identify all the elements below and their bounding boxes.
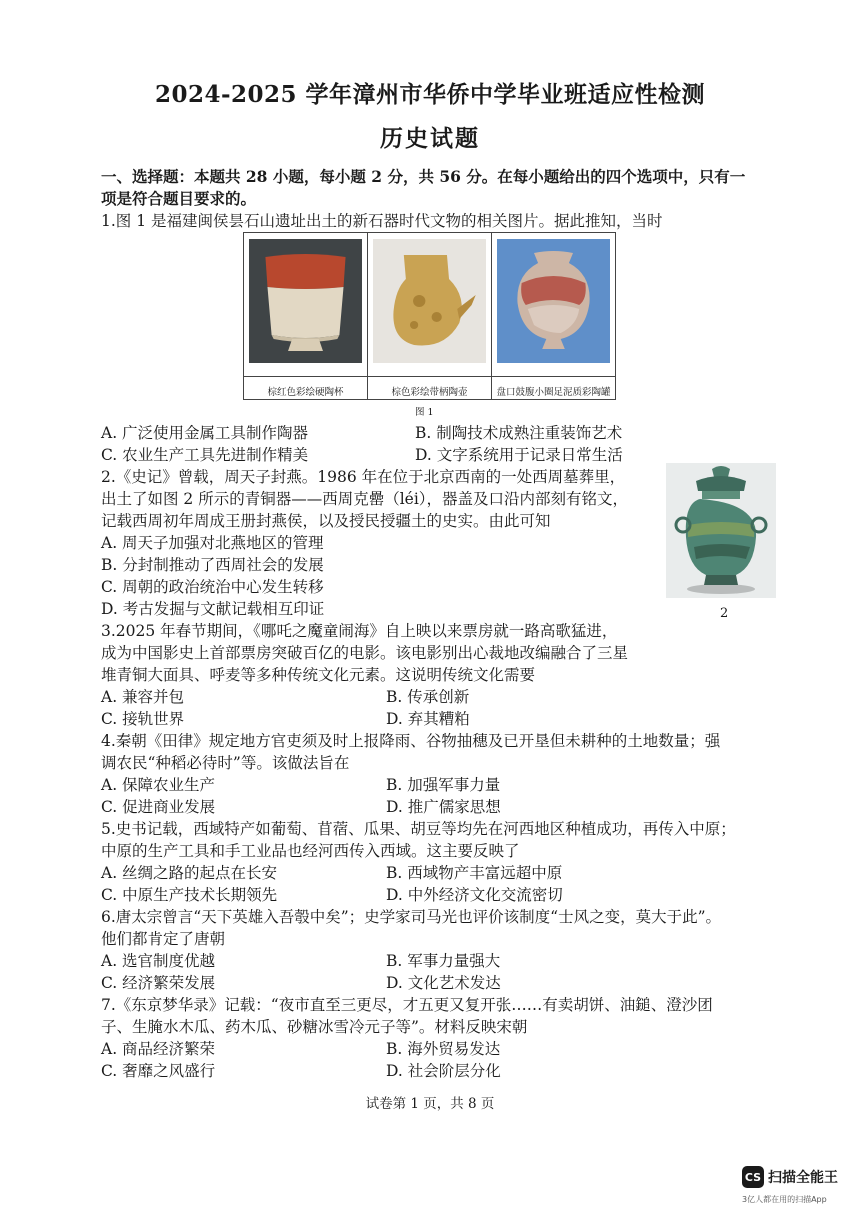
q7-option-b[interactable]: B. 海外贸易发达 xyxy=(386,1040,501,1058)
q3-stem-line-3: 堆青铜大面具、呼麦等多种传统文化元素。这说明传统文化需要 xyxy=(101,666,536,684)
q2-option-d[interactable]: D. 考古发掘与文献记载相互印证 xyxy=(101,600,325,618)
q4-option-d[interactable]: D. 推广儒家思想 xyxy=(386,798,501,816)
q3-option-a[interactable]: A. 兼容并包 xyxy=(101,688,185,706)
exam-title: 2024-2025 学年漳州市华侨中学毕业班适应性检测 xyxy=(154,81,706,108)
caption-pot: 棕色彩绘带柄陶壶 xyxy=(368,376,491,402)
q6-stem-line-2: 他们都肯定了唐朝 xyxy=(101,930,226,948)
q1-option-a[interactable]: A. 广泛使用金属工具制作陶器 xyxy=(101,424,309,442)
q4-option-b[interactable]: B. 加强军事力量 xyxy=(386,776,501,794)
q2-option-b[interactable]: B. 分封制推动了西周社会的发展 xyxy=(101,556,324,574)
figure-1 xyxy=(243,232,616,400)
q1-stem: 1.图 1 是福建闽侯昙石山遗址出土的新石器时代文物的相关图片。据此推知，当时 xyxy=(101,212,663,230)
camscanner-name: 扫描全能王 xyxy=(768,1170,838,1186)
figure-1-panel-jar xyxy=(492,233,615,399)
q1-option-b[interactable]: B. 制陶技术成熟注重装饰艺术 xyxy=(415,424,623,442)
pottery-cup-image xyxy=(249,239,362,363)
q3-option-c[interactable]: C. 接轨世界 xyxy=(101,710,185,728)
q3-stem-line-2: 成为中国影史上首部票房突破百亿的电影。该电影别出心裁地改编融合了三星 xyxy=(101,644,629,662)
q2-option-a[interactable]: A. 周天子加强对北燕地区的管理 xyxy=(101,534,324,552)
q6-option-c[interactable]: C. 经济繁荣发展 xyxy=(101,974,216,992)
page-footer: 试卷第 1 页，共 8 页 xyxy=(365,1096,495,1112)
q2-stem-line-1: 2.《史记》曾载，周天子封燕。1986 年在位于北京西南的一处西周墓葬里， xyxy=(101,468,626,486)
figure-1-panel-pot xyxy=(368,233,492,399)
caption-cup: 棕红色彩绘硬陶杯 xyxy=(244,376,367,402)
q5-stem-line-1: 5.史书记载，西域特产如葡萄、苜蓿、瓜果、胡豆等均先在河西地区种植成功，再传入中原； xyxy=(101,820,736,838)
q6-stem-line-1: 6.唐太宗曾言“天下英雄入吾彀中矣”；史学家司马光也评价该制度“士风之变，莫大于此”。 xyxy=(101,908,721,926)
pottery-jar-image xyxy=(497,239,610,363)
q4-option-c[interactable]: C. 促进商业发展 xyxy=(101,798,216,816)
camscanner-watermark xyxy=(742,1166,838,1188)
bronze-lei-image xyxy=(666,463,776,598)
pottery-pot-image xyxy=(373,239,486,363)
section-intro-line-1: 一、选择题：本题共 28 小题，每小题 2 分，共 56 分。在每小题给出的四个选项中，只有一 xyxy=(101,167,746,186)
figure-2-label: 2 xyxy=(720,606,729,621)
q2-option-c[interactable]: C. 周朝的政治统治中心发生转移 xyxy=(101,578,324,596)
figure-1-panel-cup xyxy=(244,233,368,399)
figure-1-label: 图 1 xyxy=(415,407,434,418)
q3-option-b[interactable]: B. 传承创新 xyxy=(386,688,470,706)
camscanner-tagline: 3亿人都在用的扫描App xyxy=(742,1195,827,1204)
q4-stem-line-2: 调农民“种稻必待时”等。该做法旨在 xyxy=(101,754,350,772)
section-intro-line-2: 项是符合题目要求的。 xyxy=(101,189,257,208)
camscanner-icon: CS xyxy=(742,1166,764,1188)
q2-stem-line-3: 记载西周初年周成王册封燕侯，以及授民授疆土的史实。由此可知 xyxy=(101,512,551,530)
q6-option-d[interactable]: D. 文化艺术发达 xyxy=(386,974,501,992)
q7-stem-line-1: 7.《东京梦华录》记载：“夜市直至三更尽，才五更又复开张……有卖胡饼、油鎚、澄沙团 xyxy=(101,996,713,1014)
q4-stem-line-1: 4.秦朝《田律》规定地方官吏须及时上报降雨、谷物抽穗及已开垦但未耕种的土地数量；强 xyxy=(101,732,721,750)
q6-option-b[interactable]: B. 军事力量强大 xyxy=(386,952,501,970)
q2-stem-line-2: 出土了如图 2 所示的青铜器——西周克罍（léi），器盖及口沿内部刻有铭文， xyxy=(101,490,629,508)
q7-option-d[interactable]: D. 社会阶层分化 xyxy=(386,1062,501,1080)
q7-option-c[interactable]: C. 奢靡之风盛行 xyxy=(101,1062,216,1080)
q5-stem-line-2: 中原的生产工具和手工业品也经河西传入西域。这主要反映了 xyxy=(101,842,520,860)
q5-option-b[interactable]: B. 西域物产丰富远超中原 xyxy=(386,864,563,882)
q3-option-d[interactable]: D. 弃其糟粕 xyxy=(386,710,470,728)
caption-jar: 盘口鼓腹小圈足泥质彩陶罐 xyxy=(492,376,615,402)
exam-subtitle: 历史试题 xyxy=(380,125,480,152)
q7-option-a[interactable]: A. 商品经济繁荣 xyxy=(101,1040,216,1058)
q5-option-c[interactable]: C. 中原生产技术长期领先 xyxy=(101,886,278,904)
q1-option-d[interactable]: D. 文字系统用于记录日常生活 xyxy=(415,446,623,464)
q1-option-c[interactable]: C. 农业生产工具先进制作精美 xyxy=(101,446,309,464)
q7-stem-line-2: 子、生腌水木瓜、药木瓜、砂糖冰雪冷元子等”。材料反映宋朝 xyxy=(101,1018,528,1036)
q5-option-d[interactable]: D. 中外经济文化交流密切 xyxy=(386,886,563,904)
q4-option-a[interactable]: A. 保障农业生产 xyxy=(101,776,216,794)
q6-option-a[interactable]: A. 选官制度优越 xyxy=(101,952,216,970)
q3-stem-line-1: 3.2025 年春节期间，《哪吒之魔童闹海》自上映以来票房就一路高歌猛进， xyxy=(101,622,618,640)
q5-option-a[interactable]: A. 丝绸之路的起点在长安 xyxy=(101,864,278,882)
